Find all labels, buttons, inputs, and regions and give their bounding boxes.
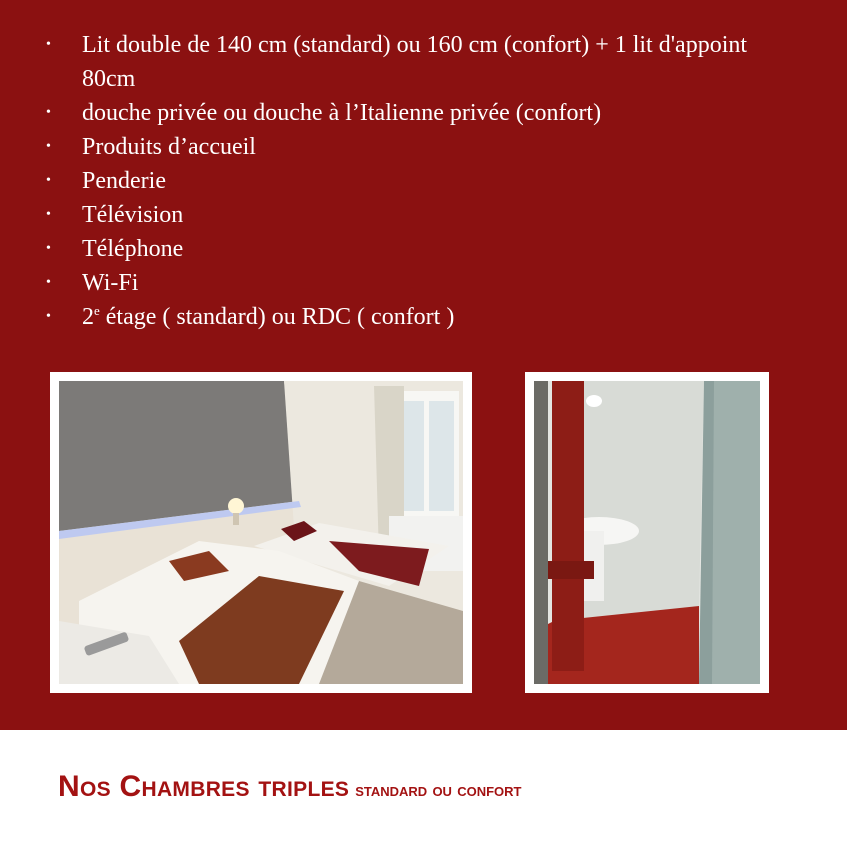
bedroom-photo-frame bbox=[50, 372, 472, 693]
bullet-icon: • bbox=[46, 139, 51, 154]
bedroom-illustration bbox=[59, 381, 463, 684]
amenity-telephone: Téléphone bbox=[82, 236, 184, 262]
list-item bbox=[46, 164, 806, 198]
floor-ordinal: e bbox=[94, 303, 100, 318]
list-item bbox=[46, 232, 806, 266]
amenity-television: Télévision bbox=[82, 202, 184, 228]
bullet-icon: • bbox=[46, 173, 51, 188]
bullet-icon: • bbox=[46, 241, 51, 256]
list-item bbox=[46, 130, 806, 164]
bullet-icon: • bbox=[46, 207, 51, 222]
list-item bbox=[46, 96, 806, 130]
amenity-wardrobe: Penderie bbox=[82, 168, 166, 194]
amenity-shower: douche privée ou douche à l’Italienne privée (confort) bbox=[82, 100, 602, 126]
page-title bbox=[58, 770, 522, 804]
bathroom-illustration bbox=[534, 381, 760, 684]
bathroom-photo bbox=[534, 381, 760, 684]
bullet-icon: • bbox=[46, 309, 51, 324]
list-item bbox=[46, 198, 806, 232]
bullet-icon: • bbox=[46, 37, 51, 52]
bullet-icon: • bbox=[46, 275, 51, 290]
bathroom-photo-frame bbox=[525, 372, 769, 693]
amenity-wifi: Wi-Fi bbox=[82, 270, 139, 296]
amenity-floor bbox=[82, 304, 454, 330]
floor-number: 2 bbox=[82, 304, 94, 330]
amenity-bed: Lit double de 140 cm (standard) ou 160 cm (confort) + 1 lit d'appoint 80cm bbox=[82, 32, 748, 92]
list-item bbox=[46, 266, 806, 300]
amenities-list bbox=[46, 28, 806, 334]
title-subtitle: standard ou confort bbox=[355, 780, 522, 801]
list-item bbox=[46, 28, 806, 96]
floor-text: étage ( standard) ou RDC ( confort ) bbox=[99, 304, 455, 330]
twin-bed-room-photo bbox=[59, 381, 463, 684]
bullet-icon: • bbox=[46, 105, 51, 120]
amenity-toiletries: Produits d’accueil bbox=[82, 134, 256, 160]
list-item bbox=[46, 300, 806, 334]
title-main: Nos Chambres triples bbox=[58, 770, 350, 803]
